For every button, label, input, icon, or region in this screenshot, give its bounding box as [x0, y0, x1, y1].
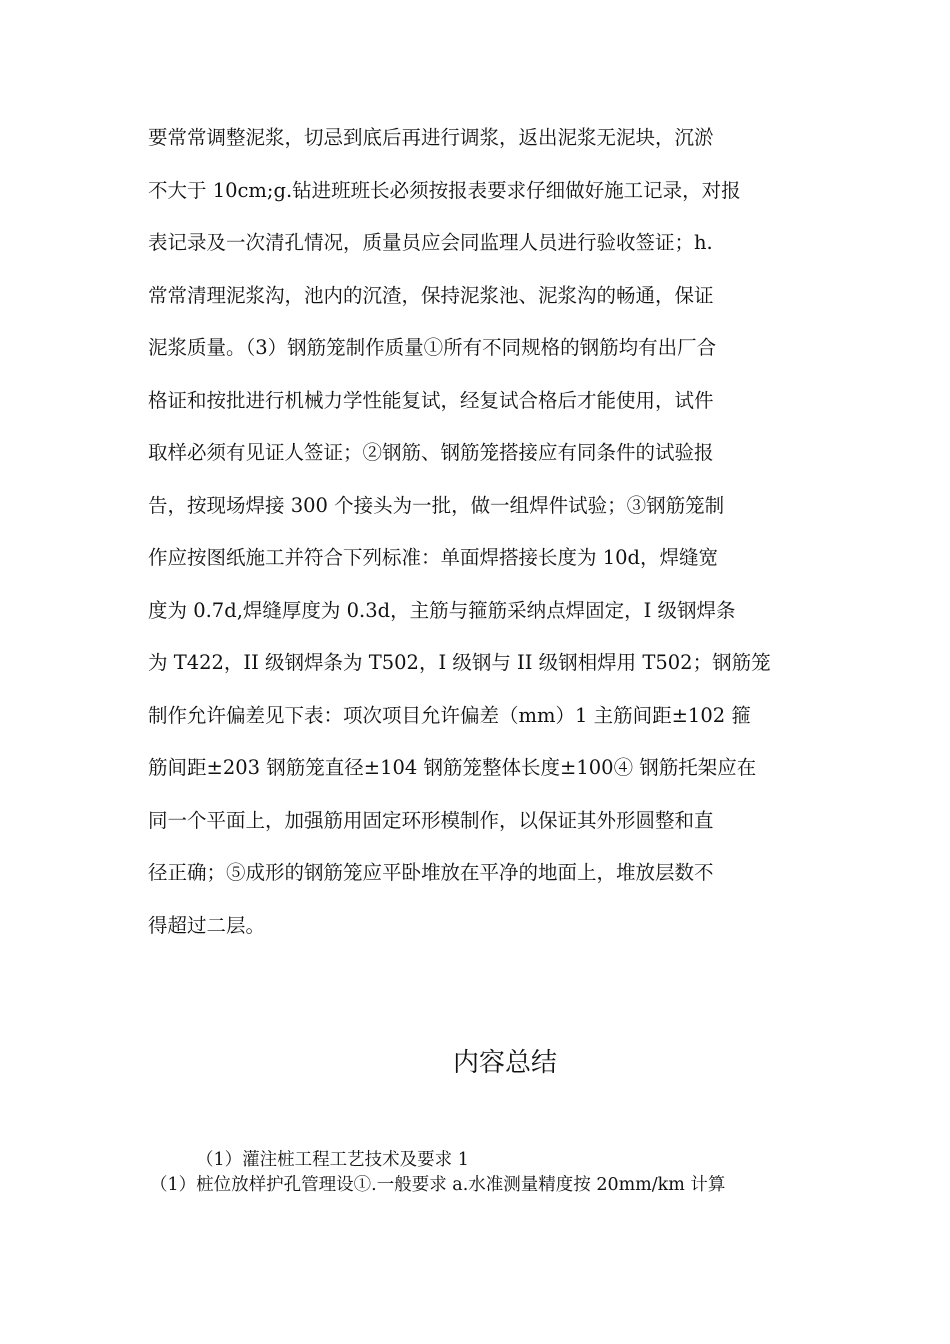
- body-line: 为 T422，II 级钢焊条为 T502，I 级钢与 II 级钢相焊用 T502；钢筋笼: [148, 651, 771, 674]
- body-line: 同一个平面上，加强筋用固定环形模制作，以保证其外形圆整和直: [148, 808, 714, 832]
- body-paragraph: [148, 112, 808, 952]
- body-line: 告，按现场焊接 300 个接头为一批，做一组焊件试验；③钢筋笼制: [148, 493, 725, 517]
- body-line: 制作允许偏差见下表：项次项目允许偏差（mm）1 主筋间距±102 箍: [148, 703, 751, 727]
- body-line: 格证和按批进行机械力学性能复试，经复试合格后才能使用，试件: [148, 388, 714, 412]
- body-line: 径正确；⑤成形的钢筋笼应平卧堆放在平净的地面上，堆放层数不: [148, 861, 714, 884]
- body-line: 不大于 10cm;g.钻进班班长必须按报表要求仔细做好施工记录，对报: [148, 178, 741, 202]
- body-line: 泥浆质量。（3）钢筋笼制作质量①所有不同规格的钢筋均有出厂合: [148, 336, 717, 359]
- summary-line-detail: （1）桩位放样护孔管理设①.一般要求 a.水准测量精度按 20mm/km 计算: [150, 1175, 726, 1195]
- body-line: 得超过二层。: [148, 913, 266, 937]
- summary-title: 内容总结: [452, 1048, 557, 1078]
- summary-line-heading: （1）灌注桩工程工艺技术及要求 1: [196, 1150, 469, 1170]
- body-line: 常常清理泥浆沟，池内的沉渣，保持泥浆池、泥浆沟的畅通，保证: [148, 283, 714, 307]
- body-line: 表记录及一次清孔情况，质量员应会同监理人员进行验收签证；h.: [148, 231, 713, 254]
- body-line: 要常常调整泥浆，切忌到底后再进行调浆，返出泥浆无泥块，沉淤: [148, 126, 714, 149]
- body-line: 取样必须有见证人签证；②钢筋、钢筋笼搭接应有同条件的试验报: [148, 441, 714, 464]
- body-line: 筋间距±203 钢筋笼直径±104 钢筋笼整体长度±100④ 钢筋托架应在: [148, 756, 757, 779]
- body-line: 度为 0.7d,焊缝厚度为 0.3d，主筋与箍筋采纳点焊固定，I 级钢焊条: [148, 598, 736, 622]
- body-line: 作应按图纸施工并符合下列标准：单面焊搭接长度为 10d，焊缝宽: [148, 546, 718, 569]
